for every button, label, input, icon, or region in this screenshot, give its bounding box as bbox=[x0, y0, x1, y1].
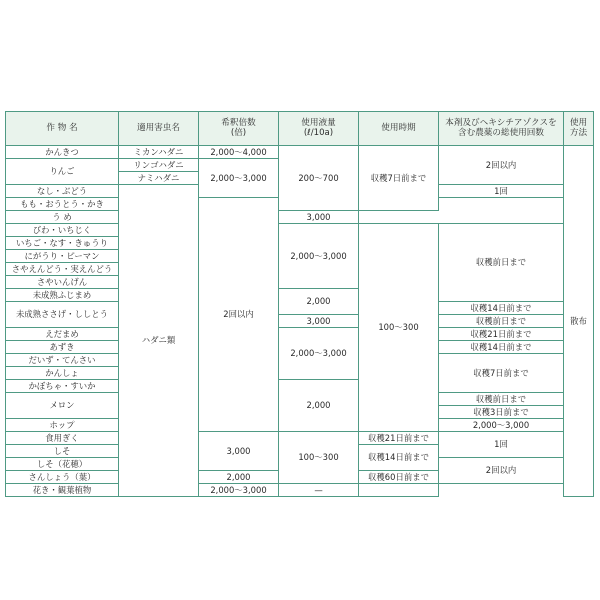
crop-cell: さやえんどう・実えんどう bbox=[6, 263, 119, 276]
table-row bbox=[6, 328, 594, 341]
total-count-cell-empty bbox=[359, 484, 439, 497]
dilution-cell: 2,000 bbox=[279, 380, 359, 432]
timing-cell: 収穫21日前まで bbox=[439, 328, 564, 341]
total-count-cell: 1回 bbox=[439, 185, 564, 198]
dilution-cell: 2,000〜4,000 bbox=[199, 146, 279, 159]
header-dilution: 希釈倍数 (倍) bbox=[199, 112, 279, 146]
header-timing: 使用時期 bbox=[359, 112, 439, 146]
crop-cell: 未成熟ささげ・ししとう bbox=[6, 302, 119, 328]
header-pest: 適用害虫名 bbox=[119, 112, 199, 146]
dilution-cell: 3,000 bbox=[199, 432, 279, 471]
crop-cell: なし・ぶどう bbox=[6, 185, 119, 198]
timing-cell: 収穫14日前まで bbox=[439, 302, 564, 315]
total-count-cell: 1回 bbox=[439, 432, 564, 458]
crop-cell: えだまめ bbox=[6, 328, 119, 341]
timing-cell: 収穫3日前まで bbox=[439, 406, 564, 419]
pest-cell: ミカンハダニ bbox=[119, 146, 199, 159]
dilution-cell: 2,000〜3,000 bbox=[279, 328, 359, 380]
crop-cell: りんご bbox=[6, 159, 119, 185]
total-count-cell: 2回以内 bbox=[199, 198, 279, 432]
pest-cell: ナミハダニ bbox=[119, 172, 199, 185]
crop-cell: かぼちゃ・すいか bbox=[6, 380, 119, 393]
crop-cell: かんしょ bbox=[6, 367, 119, 380]
timing-cell: 収穫前日まで bbox=[439, 393, 564, 406]
crop-cell: 未成熟ふじまめ bbox=[6, 289, 119, 302]
crop-cell: ホップ bbox=[6, 419, 119, 432]
pest-cell: ハダニ類 bbox=[119, 185, 199, 497]
dilution-cell: 2,000 bbox=[199, 471, 279, 484]
header-crop: 作 物 名 bbox=[6, 112, 119, 146]
dilution-cell: 3,000 bbox=[279, 211, 359, 224]
crop-cell: う め bbox=[6, 211, 119, 224]
crop-cell: にがうり・ピーマン bbox=[6, 250, 119, 263]
volume-cell: 100〜300 bbox=[359, 224, 439, 432]
timing-cell: — bbox=[279, 484, 359, 497]
crop-cell: メロン bbox=[6, 393, 119, 419]
timing-cell: 収穫14日前まで bbox=[439, 341, 564, 354]
crop-cell: もも・おうとう・かき bbox=[6, 198, 119, 211]
crop-cell: さんしょう（葉） bbox=[6, 471, 119, 484]
dilution-cell: 2,000 bbox=[279, 289, 359, 315]
table-row bbox=[6, 432, 594, 445]
header-volume: 使用液量 (ℓ/10a) bbox=[279, 112, 359, 146]
crop-cell: だいず・てんさい bbox=[6, 354, 119, 367]
table-row bbox=[6, 224, 594, 237]
dilution-cell: 2,000〜3,000 bbox=[279, 224, 359, 289]
timing-cell: 収穫7日前まで bbox=[439, 354, 564, 393]
registration-table bbox=[5, 111, 594, 497]
volume-cell: 200〜700 bbox=[279, 146, 359, 211]
dilution-cell: 3,000 bbox=[279, 315, 359, 328]
header-method: 使用 方法 bbox=[564, 112, 594, 146]
timing-cell: 収穫前日まで bbox=[439, 224, 564, 302]
timing-cell: 収穫21日前まで bbox=[359, 432, 439, 445]
timing-cell: 収穫60日前まで bbox=[359, 471, 439, 484]
crop-cell: さやいんげん bbox=[6, 276, 119, 289]
crop-cell: 花き・観葉植物 bbox=[6, 484, 119, 497]
crop-cell: かんきつ bbox=[6, 146, 119, 159]
timing-cell: 収穫7日前まで bbox=[359, 146, 439, 211]
pest-cell: リンゴハダニ bbox=[119, 159, 199, 172]
dilution-cell: 2,000〜3,000 bbox=[199, 159, 279, 198]
dilution-cell: 2,000〜3,000 bbox=[439, 419, 564, 432]
table-row bbox=[6, 484, 594, 497]
table-row bbox=[6, 211, 594, 224]
total-count-cell: 2回以内 bbox=[439, 458, 564, 484]
table-row bbox=[6, 146, 594, 159]
crop-cell: しそ bbox=[6, 445, 119, 458]
crop-cell: びわ・いちじく bbox=[6, 224, 119, 237]
header-row bbox=[6, 112, 594, 146]
volume-cell: 100〜300 bbox=[279, 432, 359, 484]
method-cell: 散布 bbox=[564, 146, 594, 497]
dilution-cell: 2,000〜3,000 bbox=[199, 484, 279, 497]
total-count-cell: 2回以内 bbox=[439, 146, 564, 185]
timing-cell: 収穫前日まで bbox=[439, 315, 564, 328]
timing-cell: 収穫14日前まで bbox=[359, 445, 439, 471]
header-total-count: 本剤及びヘキシチアゾクスを 含む農薬の総使用回数 bbox=[439, 112, 564, 146]
crop-cell: あずき bbox=[6, 341, 119, 354]
crop-cell: いちご・なす・きゅうり bbox=[6, 237, 119, 250]
crop-cell: しそ（花穂） bbox=[6, 458, 119, 471]
crop-cell: 食用ぎく bbox=[6, 432, 119, 445]
